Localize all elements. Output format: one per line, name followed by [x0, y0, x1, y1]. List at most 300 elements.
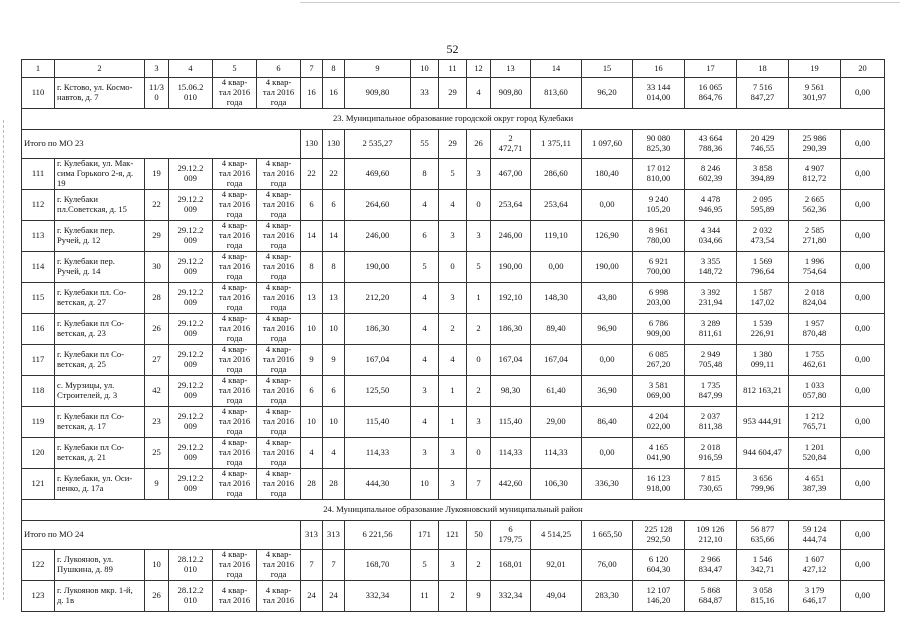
value-cell: 7 516 847,27 [737, 78, 789, 109]
value-cell: 1 033 057,80 [789, 376, 841, 407]
row-number: 116 [22, 314, 55, 345]
value-cell: 186,30 [491, 314, 531, 345]
value-cell: 28 [145, 283, 169, 314]
table-row [22, 221, 885, 252]
value-cell: 0 [467, 345, 491, 376]
value-cell: 246,00 [345, 221, 411, 252]
value-cell: 4 квар- тал 2016 года [257, 283, 301, 314]
table-row [22, 252, 885, 283]
value-cell: 2 [467, 550, 491, 581]
value-cell: 3 [467, 407, 491, 438]
value-cell: 332,34 [491, 581, 531, 612]
value-cell: 180,40 [582, 159, 633, 190]
value-cell: 4 [411, 407, 439, 438]
value-cell: 264,60 [345, 190, 411, 221]
value-cell: 4 344 034,66 [685, 221, 737, 252]
value-cell: 17 012 810,00 [633, 159, 685, 190]
column-number: 11 [439, 60, 467, 78]
value-cell: 6 921 700,00 [633, 252, 685, 283]
value-cell: 1 569 796,64 [737, 252, 789, 283]
value-cell: 13 [301, 283, 323, 314]
column-number: 19 [789, 60, 841, 78]
value-cell: 4 квар- тал 2016 года [257, 78, 301, 109]
value-cell: 98,30 [491, 376, 531, 407]
value-cell: 2 [467, 376, 491, 407]
value-cell: 1 996 754,64 [789, 252, 841, 283]
value-cell: 115,40 [345, 407, 411, 438]
value-cell: 283,30 [582, 581, 633, 612]
table-body [22, 60, 885, 612]
value-cell: 0,00 [841, 314, 885, 345]
row-number: 119 [22, 407, 55, 438]
value-cell: 4 квар- тал 2016 [257, 581, 301, 612]
subtotal-cell: 43 664 788,36 [685, 130, 737, 159]
value-cell: 16 065 864,76 [685, 78, 737, 109]
value-cell: 25 [145, 438, 169, 469]
value-cell: 6 [323, 190, 345, 221]
value-cell: 115,40 [491, 407, 531, 438]
value-cell: 3 [411, 438, 439, 469]
address-cell: г. Кулебаки пер. Ручей, д. 14 [55, 252, 145, 283]
value-cell: 953 444,91 [737, 407, 789, 438]
value-cell: 4 907 812,72 [789, 159, 841, 190]
value-cell: 26 [145, 581, 169, 612]
value-cell: 332,34 [345, 581, 411, 612]
column-number-row [22, 60, 885, 78]
column-number: 12 [467, 60, 491, 78]
value-cell: 24 [301, 581, 323, 612]
value-cell: 2 [467, 314, 491, 345]
value-cell: 119,10 [531, 221, 582, 252]
value-cell: 0,00 [841, 581, 885, 612]
value-cell: 29.12.2 009 [169, 345, 213, 376]
column-number: 16 [633, 60, 685, 78]
value-cell: 3 656 799,96 [737, 469, 789, 500]
value-cell: 3 [439, 438, 467, 469]
value-cell: 0 [439, 252, 467, 283]
row-number: 120 [22, 438, 55, 469]
value-cell: 3 [439, 469, 467, 500]
value-cell: 2 037 811,38 [685, 407, 737, 438]
column-number: 15 [582, 60, 633, 78]
value-cell: 4 квар- тал 2016 года [257, 550, 301, 581]
value-cell: 168,01 [491, 550, 531, 581]
value-cell: 4 478 946,95 [685, 190, 737, 221]
section-title: 23. Муниципальное образование городской округ город Кулебаки [22, 109, 885, 130]
value-cell: 13 [323, 283, 345, 314]
value-cell: 89,40 [531, 314, 582, 345]
value-cell: 12 107 146,20 [633, 581, 685, 612]
row-number: 123 [22, 581, 55, 612]
address-cell: г. Кулебаки пл Со- ветская, д. 21 [55, 438, 145, 469]
address-cell: г. Кулебаки пл Со- ветская, д. 17 [55, 407, 145, 438]
value-cell: 28.12.2 010 [169, 581, 213, 612]
value-cell: 23 [145, 407, 169, 438]
subtotal-cell: 25 986 290,39 [789, 130, 841, 159]
row-number: 122 [22, 550, 55, 581]
value-cell: 10 [301, 407, 323, 438]
value-cell: 813,60 [531, 78, 582, 109]
value-cell: 6 998 203,00 [633, 283, 685, 314]
value-cell: 2 032 473,54 [737, 221, 789, 252]
subtotal-cell: 0,00 [841, 521, 885, 550]
top-rule [300, 2, 900, 3]
value-cell: 7 815 730,65 [685, 469, 737, 500]
value-cell: 28 [301, 469, 323, 500]
value-cell: 2 665 562,36 [789, 190, 841, 221]
value-cell: 4 204 022,00 [633, 407, 685, 438]
value-cell: 4 [411, 283, 439, 314]
row-number: 118 [22, 376, 55, 407]
value-cell: 19 [145, 159, 169, 190]
value-cell: 1 [467, 283, 491, 314]
subtotal-label: Итого по МО 23 [22, 130, 301, 159]
column-number: 5 [213, 60, 257, 78]
value-cell: 2 [439, 581, 467, 612]
row-number: 121 [22, 469, 55, 500]
value-cell: 4 квар- тал 2016 года [257, 407, 301, 438]
row-number: 111 [22, 159, 55, 190]
table-row [22, 78, 885, 109]
section-title: 24. Муниципальное образование Лукояновский муниципальный район [22, 500, 885, 521]
value-cell: 469,60 [345, 159, 411, 190]
value-cell: 6 [301, 190, 323, 221]
value-cell: 3 355 148,72 [685, 252, 737, 283]
value-cell: 29.12.2 009 [169, 190, 213, 221]
value-cell: 2 949 705,48 [685, 345, 737, 376]
value-cell: 1 539 226,91 [737, 314, 789, 345]
column-number: 17 [685, 60, 737, 78]
value-cell: 167,04 [531, 345, 582, 376]
subtotal-cell: 313 [301, 521, 323, 550]
value-cell: 22 [301, 159, 323, 190]
value-cell: 2 018 916,59 [685, 438, 737, 469]
value-cell: 1 [439, 407, 467, 438]
value-cell: 4 квар- тал 2016 года [257, 438, 301, 469]
section-header-row [22, 500, 885, 521]
value-cell: 6 [301, 376, 323, 407]
value-cell: 29.12.2 009 [169, 407, 213, 438]
subtotal-row [22, 130, 885, 159]
value-cell: 4 квар- тал 2016 года [257, 376, 301, 407]
row-number: 117 [22, 345, 55, 376]
column-number: 3 [145, 60, 169, 78]
value-cell: 3 [411, 376, 439, 407]
value-cell: 4 квар- тал 2016 года [257, 314, 301, 345]
value-cell: 27 [145, 345, 169, 376]
value-cell: 9 240 105,20 [633, 190, 685, 221]
value-cell: 167,04 [491, 345, 531, 376]
value-cell: 0,00 [841, 159, 885, 190]
value-cell: 4 [439, 190, 467, 221]
subtotal-cell: 225 128 292,50 [633, 521, 685, 550]
subtotal-row [22, 521, 885, 550]
value-cell: 4 квар- тал 2016 года [213, 550, 257, 581]
value-cell: 0,00 [841, 550, 885, 581]
value-cell: 29.12.2 009 [169, 252, 213, 283]
value-cell: 5 [411, 550, 439, 581]
value-cell: 9 [467, 581, 491, 612]
value-cell: 4 квар- тал 2016 [213, 581, 257, 612]
value-cell: 29.12.2 009 [169, 376, 213, 407]
value-cell: 49,04 [531, 581, 582, 612]
value-cell: 6 [411, 221, 439, 252]
value-cell: 114,33 [531, 438, 582, 469]
value-cell: 29.12.2 009 [169, 159, 213, 190]
value-cell: 1 587 147,02 [737, 283, 789, 314]
value-cell: 9 [323, 345, 345, 376]
value-cell: 0,00 [841, 190, 885, 221]
value-cell: 86,40 [582, 407, 633, 438]
value-cell: 1 607 427,12 [789, 550, 841, 581]
table-row [22, 314, 885, 345]
value-cell: 8 246 602,39 [685, 159, 737, 190]
table-row [22, 550, 885, 581]
subtotal-cell: 1 665,50 [582, 521, 633, 550]
column-number: 9 [345, 60, 411, 78]
subtotal-cell: 121 [439, 521, 467, 550]
value-cell: 0,00 [841, 283, 885, 314]
column-number: 4 [169, 60, 213, 78]
value-cell: 8 [411, 159, 439, 190]
table-row [22, 345, 885, 376]
value-cell: 5 868 684,87 [685, 581, 737, 612]
value-cell: 24 [323, 581, 345, 612]
column-number: 6 [257, 60, 301, 78]
address-cell: г. Лукоянов мкр. 1-й, д. 1в [55, 581, 145, 612]
value-cell: 909,80 [345, 78, 411, 109]
page-number: 52 [446, 42, 459, 56]
value-cell: 442,60 [491, 469, 531, 500]
value-cell: 4 [467, 78, 491, 109]
value-cell: 4 651 387,39 [789, 469, 841, 500]
subtotal-cell: 2 535,27 [345, 130, 411, 159]
value-cell: 4 квар- тал 2016 года [213, 314, 257, 345]
value-cell: 0,00 [582, 345, 633, 376]
value-cell: 0,00 [582, 190, 633, 221]
row-number: 112 [22, 190, 55, 221]
value-cell: 125,50 [345, 376, 411, 407]
value-cell: 1 957 870,48 [789, 314, 841, 345]
table-row [22, 469, 885, 500]
value-cell: 6 [323, 376, 345, 407]
value-cell: 286,60 [531, 159, 582, 190]
value-cell: 148,30 [531, 283, 582, 314]
value-cell: 43,80 [582, 283, 633, 314]
column-number: 7 [301, 60, 323, 78]
address-cell: г. Лукоянов, ул. Пушкина, д. 89 [55, 550, 145, 581]
value-cell: 167,04 [345, 345, 411, 376]
value-cell: 253,64 [491, 190, 531, 221]
value-cell: 6 786 909,00 [633, 314, 685, 345]
value-cell: 14 [301, 221, 323, 252]
value-cell: 336,30 [582, 469, 633, 500]
value-cell: 3 858 394,89 [737, 159, 789, 190]
value-cell: 212,20 [345, 283, 411, 314]
value-cell: 29.12.2 009 [169, 469, 213, 500]
value-cell: 0 [467, 438, 491, 469]
address-cell: г. Кулебаки пл Со- ветская, д. 25 [55, 345, 145, 376]
value-cell: 11 [411, 581, 439, 612]
subtotal-cell: 2 472,71 [491, 130, 531, 159]
value-cell: 0,00 [841, 469, 885, 500]
subtotal-cell: 20 429 746,55 [737, 130, 789, 159]
value-cell: 186,30 [345, 314, 411, 345]
value-cell: 30 [145, 252, 169, 283]
address-cell: г. Кулебаки, ул. Оси- пенко, д. 17а [55, 469, 145, 500]
value-cell: 29 [145, 221, 169, 252]
address-cell: г. Кулебаки пл Со- ветская, д. 23 [55, 314, 145, 345]
value-cell: 29,00 [531, 407, 582, 438]
subtotal-cell: 56 877 635,66 [737, 521, 789, 550]
value-cell: 4 квар- тал 2016 года [213, 78, 257, 109]
value-cell: 1 212 765,71 [789, 407, 841, 438]
column-number: 18 [737, 60, 789, 78]
table-row [22, 407, 885, 438]
value-cell: 26 [145, 314, 169, 345]
value-cell: 4 квар- тал 2016 года [213, 221, 257, 252]
value-cell: 61,40 [531, 376, 582, 407]
value-cell: 3 [439, 283, 467, 314]
value-cell: 96,90 [582, 314, 633, 345]
value-cell: 22 [145, 190, 169, 221]
value-cell: 1 735 847,99 [685, 376, 737, 407]
value-cell: 3 581 069,00 [633, 376, 685, 407]
value-cell: 114,33 [491, 438, 531, 469]
value-cell: 29 [439, 78, 467, 109]
subtotal-cell: 6 179,75 [491, 521, 531, 550]
value-cell: 1 755 462,61 [789, 345, 841, 376]
value-cell: 4 квар- тал 2016 года [213, 376, 257, 407]
value-cell: 0,00 [841, 221, 885, 252]
value-cell: 9 [145, 469, 169, 500]
column-number: 13 [491, 60, 531, 78]
value-cell: 4 [301, 438, 323, 469]
value-cell: 8 [301, 252, 323, 283]
value-cell: 5 [411, 252, 439, 283]
subtotal-cell: 1 097,60 [582, 130, 633, 159]
value-cell: 1 380 099,11 [737, 345, 789, 376]
value-cell: 10 [301, 314, 323, 345]
row-number: 113 [22, 221, 55, 252]
value-cell: 168,70 [345, 550, 411, 581]
value-cell: 2 018 824,04 [789, 283, 841, 314]
value-cell: 106,30 [531, 469, 582, 500]
value-cell: 4 [411, 345, 439, 376]
housing-table [21, 59, 885, 612]
value-cell: 4 [323, 438, 345, 469]
value-cell: 3 [467, 221, 491, 252]
subtotal-cell: 313 [323, 521, 345, 550]
value-cell: 0,00 [841, 438, 885, 469]
address-cell: с. Мурзицы, ул. Строителей, д. 3 [55, 376, 145, 407]
value-cell: 1 [439, 376, 467, 407]
value-cell: 2 966 834,47 [685, 550, 737, 581]
value-cell: 16 123 918,00 [633, 469, 685, 500]
subtotal-cell: 6 221,56 [345, 521, 411, 550]
value-cell: 909,80 [491, 78, 531, 109]
value-cell: 10 [411, 469, 439, 500]
table-row [22, 581, 885, 612]
value-cell: 3 [467, 159, 491, 190]
value-cell: 7 [301, 550, 323, 581]
value-cell: 0,00 [841, 376, 885, 407]
value-cell: 4 квар- тал 2016 года [213, 252, 257, 283]
value-cell: 0,00 [531, 252, 582, 283]
value-cell: 29.12.2 009 [169, 221, 213, 252]
column-number: 1 [22, 60, 55, 78]
value-cell: 16 [323, 78, 345, 109]
value-cell: 7 [323, 550, 345, 581]
row-number: 115 [22, 283, 55, 314]
value-cell: 4 квар- тал 2016 года [213, 283, 257, 314]
value-cell: 9 561 301,97 [789, 78, 841, 109]
value-cell: 4 [411, 190, 439, 221]
column-number: 8 [323, 60, 345, 78]
value-cell: 246,00 [491, 221, 531, 252]
value-cell: 126,90 [582, 221, 633, 252]
value-cell: 4 квар- тал 2016 года [257, 221, 301, 252]
value-cell: 4 квар- тал 2016 года [257, 469, 301, 500]
value-cell: 4 [411, 314, 439, 345]
value-cell: 4 квар- тал 2016 года [257, 190, 301, 221]
value-cell: 944 604,47 [737, 438, 789, 469]
value-cell: 8 961 780,00 [633, 221, 685, 252]
value-cell: 0,00 [841, 407, 885, 438]
value-cell: 15.06.2 010 [169, 78, 213, 109]
value-cell: 16 [301, 78, 323, 109]
value-cell: 3 392 231,94 [685, 283, 737, 314]
value-cell: 3 289 811,61 [685, 314, 737, 345]
value-cell: 42 [145, 376, 169, 407]
table-row [22, 438, 885, 469]
value-cell: 11/3 0 [145, 78, 169, 109]
value-cell: 36,90 [582, 376, 633, 407]
column-number: 14 [531, 60, 582, 78]
value-cell: 3 179 646,17 [789, 581, 841, 612]
value-cell: 28 [323, 469, 345, 500]
value-cell: 4 квар- тал 2016 года [257, 252, 301, 283]
value-cell: 4 квар- тал 2016 года [213, 345, 257, 376]
value-cell: 4 165 041,90 [633, 438, 685, 469]
value-cell: 10 [323, 314, 345, 345]
value-cell: 4 квар- тал 2016 года [213, 407, 257, 438]
value-cell: 467,00 [491, 159, 531, 190]
subtotal-cell: 55 [411, 130, 439, 159]
address-cell: г. Кстово, ул. Космо- навтов, д. 7 [55, 78, 145, 109]
value-cell: 4 [439, 345, 467, 376]
value-cell: 0,00 [841, 78, 885, 109]
column-number: 10 [411, 60, 439, 78]
subtotal-cell: 109 126 212,10 [685, 521, 737, 550]
binding-margin [3, 120, 6, 600]
value-cell: 114,33 [345, 438, 411, 469]
value-cell: 29.12.2 009 [169, 314, 213, 345]
value-cell: 8 [323, 252, 345, 283]
table-row [22, 190, 885, 221]
table-row [22, 376, 885, 407]
subtotal-cell: 1 375,11 [531, 130, 582, 159]
value-cell: 812 163,21 [737, 376, 789, 407]
value-cell: 33 [411, 78, 439, 109]
subtotal-cell: 4 514,25 [531, 521, 582, 550]
address-cell: г. Кулебаки, ул. Мак- сима Горького 2-я, д. 19 [55, 159, 145, 190]
address-cell: г. Кулебаки пл. Со- ветская, д. 27 [55, 283, 145, 314]
row-number: 110 [22, 78, 55, 109]
value-cell: 22 [323, 159, 345, 190]
address-cell: г. Кулебаки пер. Ручей, д. 12 [55, 221, 145, 252]
subtotal-cell: 130 [323, 130, 345, 159]
